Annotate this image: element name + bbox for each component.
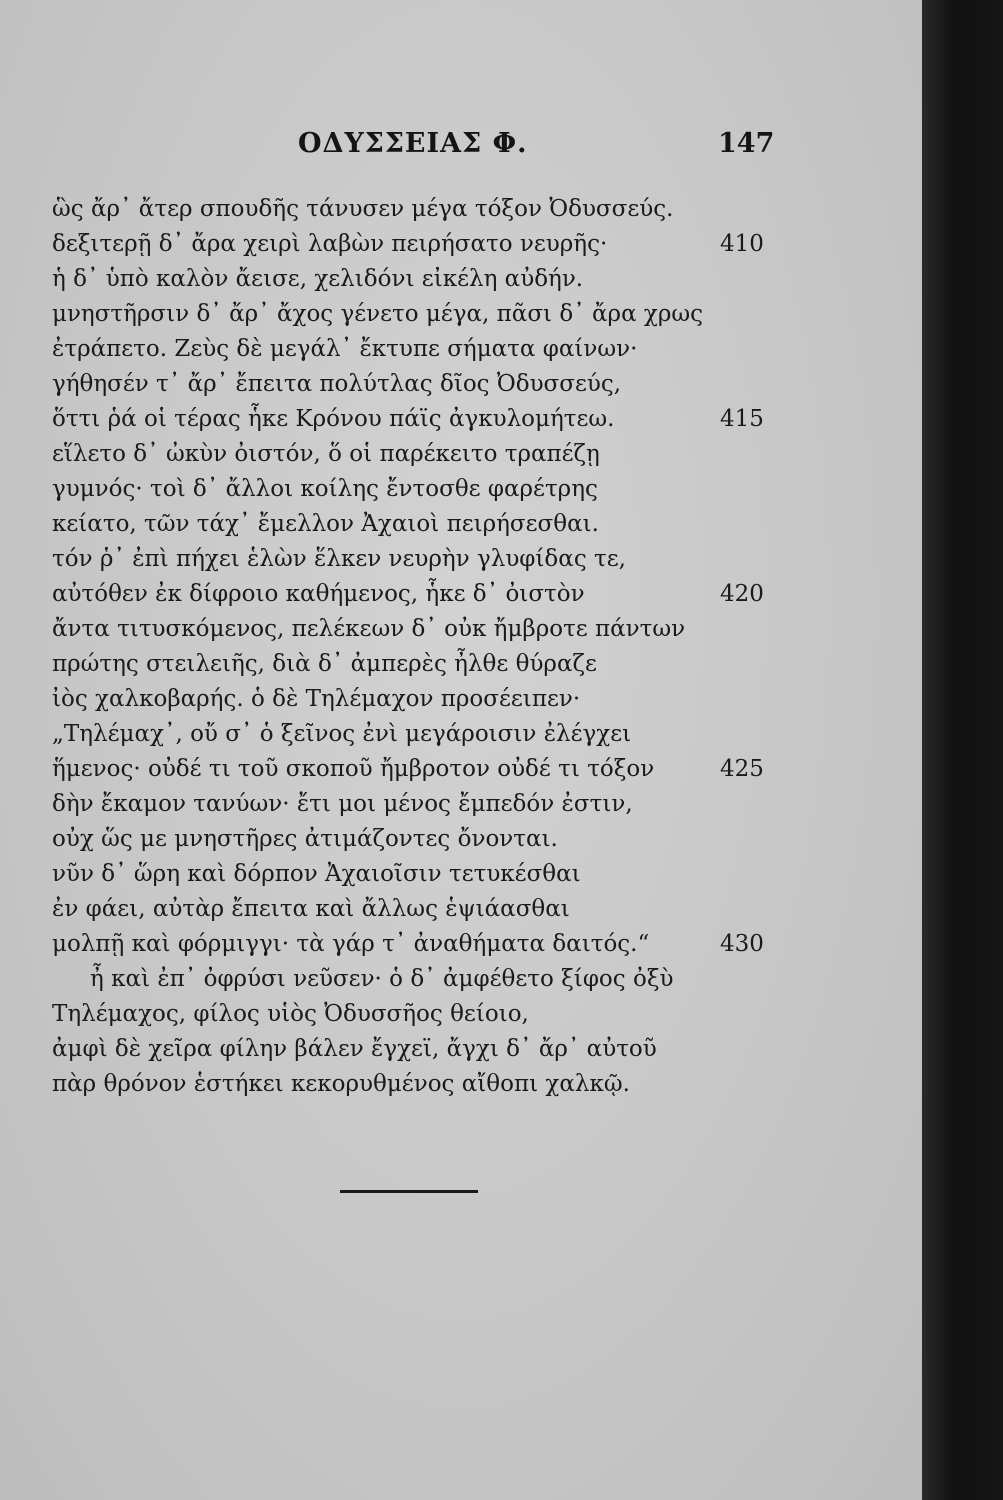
verse-line <box>52 752 772 787</box>
verse-line <box>52 1067 772 1102</box>
verse-text: οὐχ ὥς με μνηστῆρες ἀτιμάζοντες ὄνονται. <box>52 826 558 852</box>
page-number: 147 <box>718 128 775 159</box>
verse-line <box>52 962 772 997</box>
verse-text: ἥμενος· οὐδέ τι τοῦ σκοποῦ ἤμβροτον οὐδέ τι τόξον <box>52 756 655 782</box>
verse-block <box>52 192 772 1102</box>
verse-line <box>52 647 772 682</box>
verse-text: κείατο, τῶν τάχ᾽ ἔμελλον Ἀχαιοὶ πειρήσεσθαι. <box>52 511 599 537</box>
verse-text: γυμνός· τοὶ δ᾽ ἄλλοι κοίλης ἔντοσθε φαρέτρης <box>52 476 598 502</box>
verse-line <box>52 892 772 927</box>
verse-line <box>52 542 772 577</box>
verse-line <box>52 192 772 227</box>
verse-text: ὣς ἄρ᾽ ἄτερ σπουδῆς τάνυσεν μέγα τόξον Ὀδυσσεύς. <box>52 196 674 222</box>
verse-text: ἰὸς χαλκοβαρής. ὁ δὲ Τηλέμαχον προσέειπεν· <box>52 686 581 712</box>
verse-text: ἄντα τιτυσκόμενος, πελέκεων δ᾽ οὐκ ἤμβροτε πάντων <box>52 616 686 642</box>
verse-text: ἐν φάει, αὐτὰρ ἔπειτα καὶ ἄλλως ἑψιάασθαι <box>52 896 570 922</box>
verse-text: νῦν δ᾽ ὥρη καὶ δόρπον Ἀχαιοῖσιν τετυκέσθαι <box>52 861 581 887</box>
verse-line <box>52 332 772 367</box>
verse-text: ἐτράπετο. Ζεὺς δὲ μεγάλ᾽ ἔκτυπε σήματα φαίνων· <box>52 336 638 362</box>
verse-text: μολπῇ καὶ φόρμιγγι· τὰ γάρ τ᾽ ἀναθήματα δαιτός.“ <box>52 931 650 957</box>
end-rule <box>340 1190 478 1193</box>
verse-line <box>52 857 772 892</box>
verse-line <box>52 997 772 1032</box>
verse-line <box>52 822 772 857</box>
verse-text: μνηστῆρσιν δ᾽ ἄρ᾽ ἄχος γένετο μέγα, πᾶσι δ᾽ ἄρα χρως <box>52 301 704 327</box>
verse-line <box>52 437 772 472</box>
verse-text: δὴν ἔκαμον τανύων· ἔτι μοι μένος ἔμπεδόν ἐστιν, <box>52 791 633 817</box>
verse-text: εἵλετο δ᾽ ὠκὺν ὀιστόν, ὅ οἱ παρέκειτο τραπέζῃ <box>52 441 600 467</box>
verse-line <box>52 717 772 752</box>
verse-text: ὅττι ῥά οἱ τέρας ἧκε Κρόνου πάϊς ἀγκυλομήτεω. <box>52 406 615 432</box>
verse-line <box>52 682 772 717</box>
verse-line <box>52 472 772 507</box>
line-number: 430 <box>720 931 764 957</box>
verse-text: γήθησέν τ᾽ ἄρ᾽ ἔπειτα πολύτλας δῖος Ὀδυσσεύς, <box>52 371 622 397</box>
verse-line <box>52 367 772 402</box>
running-head: ΟΔΥΣΣΕΙΑΣ Φ. <box>298 128 528 159</box>
verse-text: πὰρ θρόνον ἑστήκει κεκορυθμένος αἴθοπι χαλκῷ. <box>52 1071 630 1097</box>
verse-text: ἡ δ᾽ ὑπὸ καλὸν ἄεισε, χελιδόνι εἰκέλη αὐδήν. <box>52 266 584 292</box>
verse-text: αὐτόθεν ἐκ δίφροιο καθήμενος, ἧκε δ᾽ ὀιστὸν <box>52 581 585 607</box>
line-number: 425 <box>720 756 764 782</box>
verse-line <box>52 507 772 542</box>
verse-line <box>52 297 772 332</box>
verse-line <box>52 577 772 612</box>
line-number: 415 <box>720 406 764 432</box>
verse-line <box>52 787 772 822</box>
verse-line <box>52 927 772 962</box>
verse-line <box>52 1032 772 1067</box>
verse-line <box>52 262 772 297</box>
page-edge-shadow <box>922 0 1003 1500</box>
verse-text: πρώτης στειλειῆς, διὰ δ᾽ ἀμπερὲς ἦλθε θύραζε <box>52 651 597 677</box>
verse-text: ἦ καὶ ἐπ᾽ ὀφρύσι νεῦσεν· ὁ δ᾽ ἀμφέθετο ξίφος ὀξὺ <box>90 966 674 992</box>
verse-line <box>52 227 772 262</box>
verse-text: „Τηλέμαχ᾽, οὔ σ᾽ ὁ ξεῖνος ἐνὶ μεγάροισιν ἐλέγχει <box>52 721 632 747</box>
verse-text: Τηλέμαχος, φίλος υἱὸς Ὀδυσσῆος θείοιο, <box>52 1001 529 1027</box>
page-header <box>0 128 922 168</box>
verse-line <box>52 612 772 647</box>
verse-text: δεξιτερῇ δ᾽ ἄρα χειρὶ λαβὼν πειρήσατο νευρῆς· <box>52 231 608 257</box>
verse-line <box>52 402 772 437</box>
line-number: 420 <box>720 581 764 607</box>
line-number: 410 <box>720 231 764 257</box>
verse-text: τόν ῥ᾽ ἐπὶ πήχει ἑλὼν ἕλκεν νευρὴν γλυφίδας τε, <box>52 546 626 572</box>
verse-text: ἀμφὶ δὲ χεῖρα φίλην βάλεν ἔγχεϊ, ἄγχι δ᾽ ἄρ᾽ αὐτοῦ <box>52 1036 657 1062</box>
